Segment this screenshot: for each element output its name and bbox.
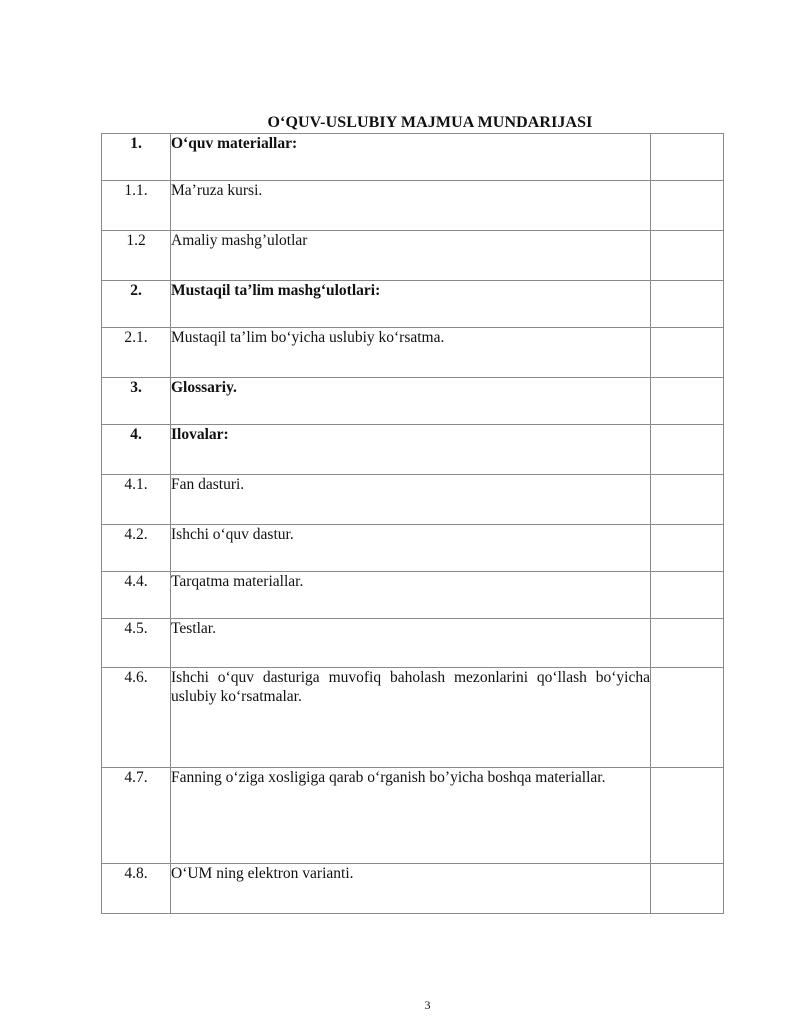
table-row	[102, 328, 724, 378]
table-row	[102, 525, 724, 572]
table-row	[102, 231, 724, 281]
row-title: Ishchi o‘quv dasturiga muvofiq baholash mezonlarini qo‘llash bo‘yicha uslubiy ko‘rsatmalar.	[171, 668, 651, 768]
table-row	[102, 378, 724, 425]
row-number: 4.8.	[102, 864, 171, 914]
row-number: 1.1.	[102, 181, 171, 231]
row-number: 4.	[102, 425, 171, 475]
table-row	[102, 281, 724, 328]
row-title: Ma’ruza kursi.	[171, 181, 651, 231]
row-number: 4.1.	[102, 475, 171, 525]
page-title: O‘QUV-USLUBIY MAJMUA MUNDARIJASI	[267, 114, 593, 131]
row-page	[651, 328, 724, 378]
row-number: 3.	[102, 378, 171, 425]
row-page	[651, 134, 724, 181]
row-number: 1.2	[102, 231, 171, 281]
row-number: 4.2.	[102, 525, 171, 572]
table-row	[102, 181, 724, 231]
table-row	[102, 768, 724, 864]
row-page	[651, 668, 724, 768]
row-title: Fan dasturi.	[171, 475, 651, 525]
table-row	[102, 425, 724, 475]
row-title: Amaliy mashg’ulotlar	[171, 231, 651, 281]
table-row	[102, 619, 724, 668]
table-row	[102, 668, 724, 768]
row-title: Mustaqil ta’lim bo‘yicha uslubiy ko‘rsatma.	[171, 328, 651, 378]
row-title: Ilovalar:	[171, 425, 651, 475]
row-page	[651, 475, 724, 525]
row-page	[651, 768, 724, 864]
table-row	[102, 572, 724, 619]
row-number: 4.5.	[102, 619, 171, 668]
row-number: 1.	[102, 134, 171, 181]
row-number: 2.1.	[102, 328, 171, 378]
row-number: 4.6.	[102, 668, 171, 768]
table-row	[102, 864, 724, 914]
row-number: 4.7.	[102, 768, 171, 864]
row-number: 4.4.	[102, 572, 171, 619]
row-title: Mustaqil ta’lim mashg‘ulotlari:	[171, 281, 651, 328]
row-page	[651, 231, 724, 281]
row-page	[651, 425, 724, 475]
row-page	[651, 864, 724, 914]
row-title: O‘quv materiallar:	[171, 134, 651, 181]
row-title: Testlar.	[171, 619, 651, 668]
row-title: Ishchi o‘quv dastur.	[171, 525, 651, 572]
contents-table	[101, 133, 724, 914]
row-page	[651, 619, 724, 668]
row-page	[651, 281, 724, 328]
page-number: 3	[424, 998, 431, 1012]
row-title: O‘UM ning elektron varianti.	[171, 864, 651, 914]
table-row	[102, 475, 724, 525]
table-row	[102, 134, 724, 181]
row-title: Glossariy.	[171, 378, 651, 425]
row-page	[651, 525, 724, 572]
row-title: Fanning o‘ziga xosligiga qarab o‘rganish bo’yicha boshqa materiallar.	[171, 768, 651, 864]
row-page	[651, 572, 724, 619]
row-title: Tarqatma materiallar.	[171, 572, 651, 619]
row-page	[651, 181, 724, 231]
row-page	[651, 378, 724, 425]
row-number: 2.	[102, 281, 171, 328]
